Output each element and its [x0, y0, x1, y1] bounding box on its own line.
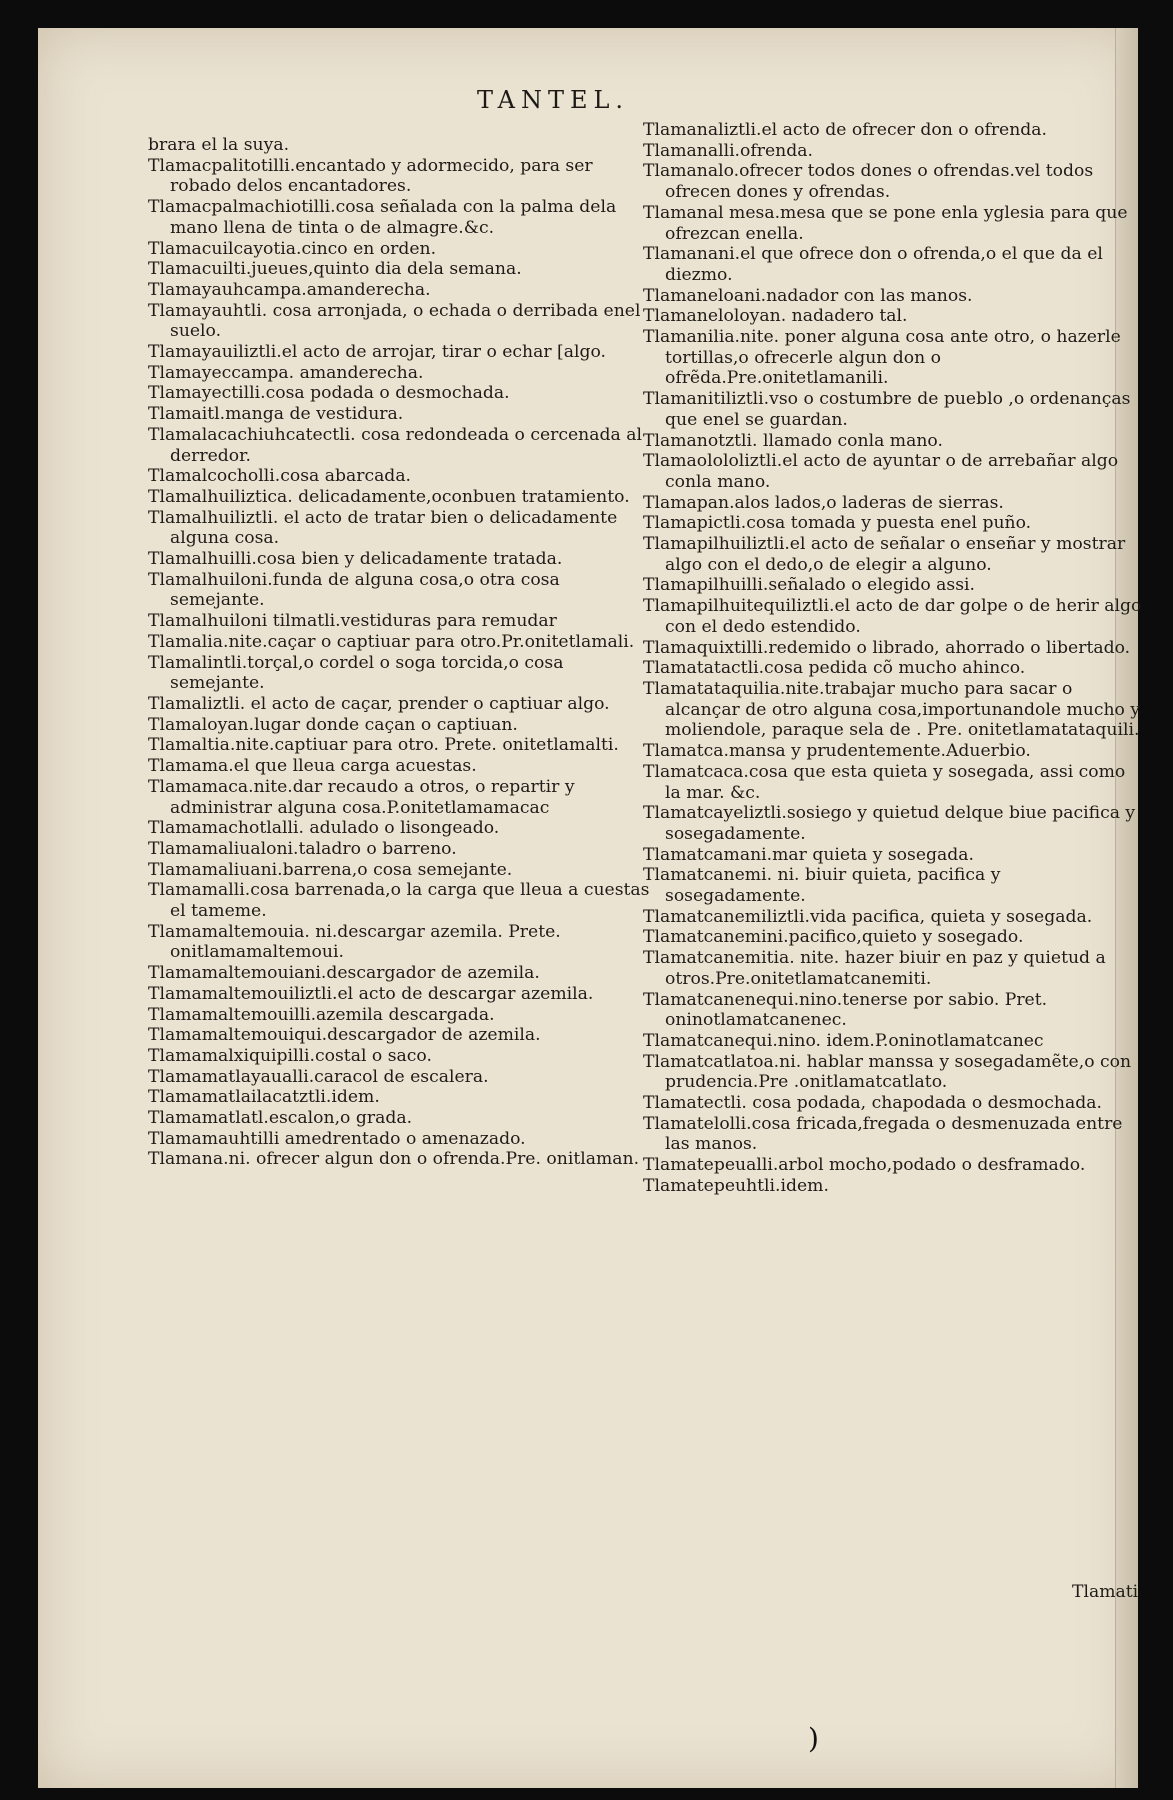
catchword: Tlamati: [1072, 1582, 1139, 1602]
dictionary-entry: Tlamatatactli.cosa pedida cõ mucho ahinco.: [643, 658, 1026, 679]
dictionary-entry: Tlamatcanemini.pacifico,quieto y sosegado.: [643, 927, 1024, 948]
dictionary-entry: Tlamalintli.torçal,o cordel o soga torcida,o cosa semejante.: [148, 652, 564, 694]
dictionary-entry: Tlamanaliztli.el acto de ofrecer don o ofrenda.: [643, 120, 1047, 140]
dictionary-entry: Tlamatepeuhtli.idem.: [643, 1175, 829, 1196]
dictionary-entry: Tlamapilhuilli.señalado o elegido assi.: [643, 575, 976, 596]
dictionary-entry: Tlamaliztli. el acto de caçar, prender o captiuar algo.: [148, 693, 610, 714]
dictionary-entry: Tlamatataquilia.nite.trabajar mucho para sacar o alcançar de otro alguna cosa,importunandole mucho y moliendole, paraque sela de . Pre. onitetlamatataquili.: [643, 678, 1141, 741]
dictionary-entry: Tlamatca.mansa y prudentemente.Aduerbio.: [643, 741, 1031, 762]
dictionary-entry: Tlamalhuiloni.funda de alguna cosa,o otra cosa semejante.: [148, 569, 560, 611]
dictionary-entry: Tlamalhuiliztica. delicadamente,oconbuen tratamiento.: [148, 486, 630, 507]
dictionary-entry: Tlamatcanemi. ni. biuir quieta, pacifica y sosegadamente.: [643, 865, 1001, 907]
dictionary-entry: Tlamamatlayaualli.caracol de escalera.: [148, 1066, 489, 1087]
dictionary-entry: Tlamalcocholli.cosa abarcada.: [148, 466, 412, 487]
dictionary-entry: Tlamanotztli. llamado conla mano.: [643, 430, 943, 451]
dictionary-entry: Tlamanitiliztli.vso o costumbre de pueblo ,o ordenanças que enel se guardan.: [643, 389, 1131, 430]
dictionary-entry: Tlamacpalitotilli.encantado y adormecido, para ser robado delos encantadores.: [148, 155, 593, 197]
dictionary-entry: Tlamayeccampa. amanderecha.: [148, 362, 424, 383]
dictionary-entry: Tlamalhuiliztli. el acto de tratar bien o delicadamente alguna cosa.: [148, 507, 618, 549]
dictionary-entry: Tlamayauiliztli.el acto de arrojar, tirar o echar [algo.: [148, 342, 607, 363]
dictionary-entry: Tlamacuilti.jueues,quinto dia dela semana.: [148, 259, 522, 280]
dictionary-entry: Tlamatelolli.cosa fricada,fregada o desmenuzada entre las manos.: [643, 1113, 1123, 1155]
dictionary-entry: Tlamaltia.nite.captiuar para otro. Prete. onitetlamalti.: [148, 735, 619, 756]
dictionary-entry: Tlamapilhuitequiliztli.el acto de dar golpe o de herir algo con el dedo estendido.: [643, 596, 1142, 637]
dictionary-entry: Tlamatectli. cosa podada, chapodada o desmochada.: [643, 1093, 1102, 1114]
dictionary-entry: Tlamatcanemiliztli.vida pacifica, quieta y sosegada.: [643, 906, 1093, 927]
dictionary-entry: Tlamaquixtilli.redemido o librado, ahorrado o libertado.: [643, 637, 1131, 658]
running-head: TANTEL.: [476, 86, 630, 114]
dictionary-entry: Tlamaneloani.nadador con las manos.: [643, 285, 973, 306]
dictionary-entry: Tlamamaltemouiani.descargador de azemila.: [148, 963, 540, 984]
dictionary-entry: Tlamalhuilli.cosa bien y delicadamente tratada.: [148, 549, 563, 570]
dictionary-entry: Tlamatcaca.cosa que esta quieta y sosegada, assi como la mar. &c.: [643, 761, 1126, 803]
dictionary-entry: Tlamaloyan.lugar donde caçan o captiuan.: [148, 714, 518, 735]
dictionary-entry: Tlamatepeualli.arbol mocho,podado o desframado.: [643, 1155, 1086, 1176]
dictionary-entry: Tlamamaca.nite.dar recaudo a otros, o repartir y administrar alguna cosa.P.onitetlamamacac: [148, 776, 575, 818]
book-page: [38, 28, 1142, 1788]
dictionary-entry: Tlamatcayeliztli.sosiego y quietud delque biue pacifica y sosegadamente.: [643, 803, 1136, 844]
dictionary-entry: Tlamacpalmachiotilli.cosa señalada con la palma dela mano llena de tinta o de almagre.&c.: [148, 197, 617, 238]
dictionary-entry: Tlamamalli.cosa barrenada,o la carga que lleua a cuestas el tameme.: [148, 880, 650, 922]
dictionary-entry: Tlamalacachiuhcatectli. cosa redondeada o cercenada al derredor.: [148, 424, 642, 466]
dictionary-entry: Tlamatcanenequi.nino.tenerse por sabio. Pret. oninotlamatcanenec.: [643, 989, 1048, 1031]
dictionary-entry: Tlamamauhtilli amedrentado o amenazado.: [148, 1128, 526, 1149]
dictionary-entry: Tlamamatlatl.escalon,o grada.: [148, 1108, 413, 1129]
dictionary-entry: Tlamapictli.cosa tomada y puesta enel puño.: [643, 513, 1032, 534]
dictionary-entry: Tlamanalli.ofrenda.: [643, 140, 813, 161]
dictionary-entry: Tlamamaltemouia. ni.descargar azemila. Prete. onitlamamaltemoui.: [148, 921, 561, 963]
dictionary-entry: Tlamamaliuani.barrena,o cosa semejante.: [148, 859, 513, 880]
dictionary-entry: brara el la suya.: [148, 135, 290, 155]
dictionary-entry: Tlamayauhtli. cosa arronjada, o echada o derribada enel suelo.: [148, 300, 641, 342]
dictionary-entry: Tlamanilia.nite. poner alguna cosa ante otro, o hazerle tortillas,o ofrecerle algun don o ofrẽda.Pre.onitetlamanili.: [643, 327, 1121, 389]
dictionary-entry: Tlamayectilli.cosa podada o desmochada.: [148, 383, 510, 404]
dictionary-entry: Tlamamatlailacatztli.idem.: [148, 1087, 380, 1108]
dictionary-entry: Tlamatcatlatoa.ni. hablar manssa y sosegadamẽte,o con prudencia.Pre .onitlamatcatlato.: [643, 1051, 1132, 1093]
dictionary-entry: Tlamatcanemitia. nite. hazer biuir en paz y quietud a otros.Pre.onitetlamatcanemiti.: [643, 948, 1106, 989]
left-column: [148, 135, 656, 1170]
dictionary-entry: Tlamana.ni. ofrecer algun don o ofrenda.Pre. onitlaman.: [148, 1149, 640, 1170]
page-bottom-mark: ): [808, 1722, 819, 1755]
dictionary-entry: Tlamama.el que lleua carga acuestas.: [148, 756, 477, 777]
dictionary-entry: Tlamamaltemouilli.azemila descargada.: [148, 1004, 495, 1025]
dictionary-entry: Tlamamachotlalli. adulado o lisongeado.: [148, 818, 500, 839]
dictionary-entry: Tlamalhuiloni tilmatli.vestiduras para remudar: [148, 611, 557, 632]
dictionary-entry: Tlamanal mesa.mesa que se pone enla yglesia para que ofrezcan enella.: [643, 202, 1128, 244]
dictionary-entry: Tlamacuilcayotia.cinco en orden.: [148, 238, 437, 259]
dictionary-entry: Tlamamaltemouiqui.descargador de azemila.: [148, 1025, 541, 1046]
dictionary-entry: Tlamatcanequi.nino. idem.P.oninotlamatcanec: [643, 1030, 1044, 1051]
dictionary-entry: Tlamapilhuiliztli.el acto de señalar o enseñar y mostrar algo con el dedo,o de elegir a alguno.: [643, 534, 1126, 575]
dictionary-entry: Tlamanalo.ofrecer todos dones o ofrendas.vel todos ofrecen dones y ofrendas.: [643, 161, 1094, 203]
dictionary-entry: Tlamaolololiztli.el acto de ayuntar o de arrebañar algo conla mano.: [643, 451, 1119, 492]
dictionary-entry: Tlamapan.alos lados,o laderas de sierras.: [643, 492, 1004, 513]
dictionary-entry: Tlamaneloloyan. nadadero tal.: [643, 306, 908, 327]
dictionary-entry: Tlamayauhcampa.amanderecha.: [148, 279, 431, 300]
right-column: [643, 120, 1143, 1197]
dictionary-entry: Tlamamalxiquipilli.costal o saco.: [148, 1045, 432, 1066]
dictionary-entry: Tlamaitl.manga de vestidura.: [148, 404, 404, 425]
dictionary-entry: Tlamatcamani.mar quieta y sosegada.: [643, 844, 974, 865]
dictionary-entry: Tlamamaliualoni.taladro o barreno.: [148, 838, 457, 859]
dictionary-entry: Tlamamaltemouiliztli.el acto de descargar azemila.: [148, 983, 594, 1004]
dictionary-entry: Tlamalia.nite.caçar o captiuar para otro.Pr.onitetlamali.: [148, 631, 635, 652]
dictionary-entry: Tlamanani.el que ofrece don o ofrenda,o el que da el diezmo.: [643, 244, 1103, 285]
